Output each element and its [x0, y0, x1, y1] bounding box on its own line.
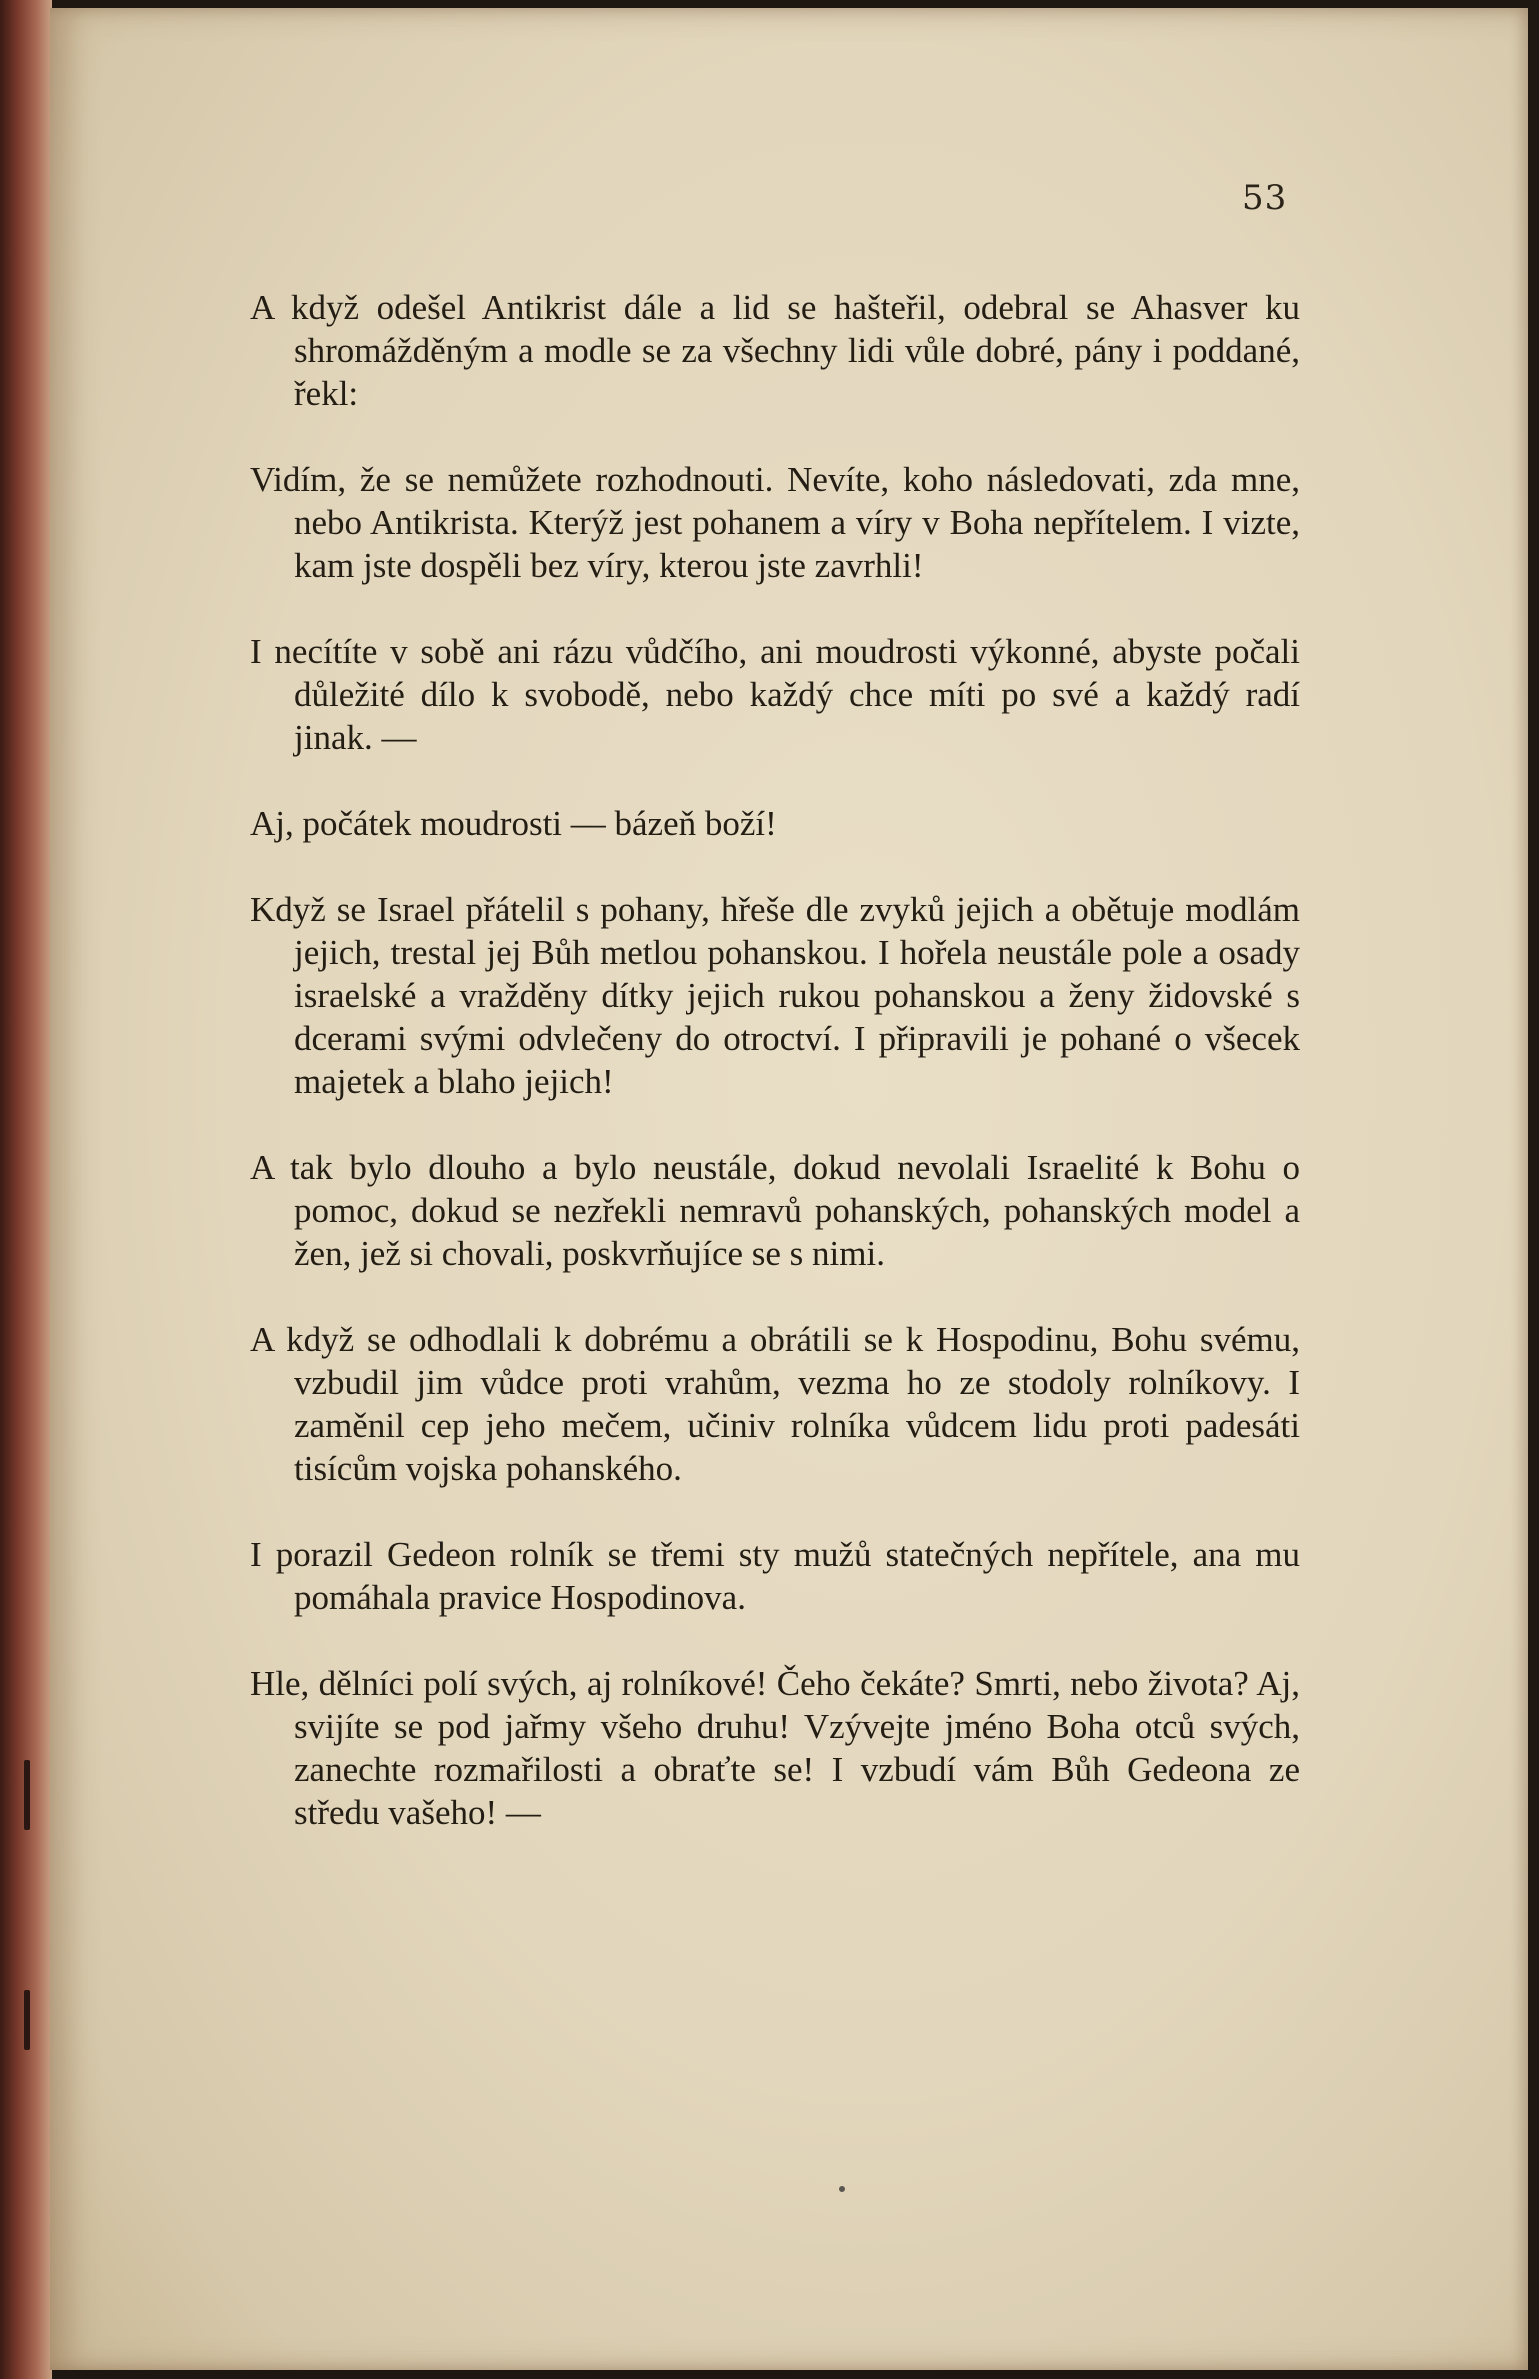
paragraph: Hle, dělníci polí svých, aj rolníkové! Čeho čekáte? Smrti, nebo života? Aj, svijíte se pod jařmy všeho druhu! Vzývejte jméno Boha otců svých, zanechte rozmařilosti a obraťte se! I vzbudí vám Bůh Gedeona ze středu vašeho! —	[250, 1664, 1300, 1832]
paragraph: Když se Israel přátelil s pohany, hřeše dle zvyků jejich a obětuje modlám jejich, trestal jej Bůh metlou pohanskou. I hořela neustále pole a osady israelské a vražděny dítky jejich rukou pohanskou a ženy židovské s dcerami svými odvlečeny do otroctví. I připravili je pohané o všecek majetek a blaho jejich!	[250, 890, 1300, 1101]
paragraph: A když se odhodlali k dobrému a obrátili se k Hospodinu, Bohu svému, vzbudil jim vůdce proti vrahům, vezma ho ze stodoly rolníkovy. I zaměnil cep jeho mečem, učiniv rolníka vůdcem lidu proti padesáti tisícům vojska pohanského.	[250, 1320, 1300, 1488]
margin-mark	[24, 1990, 30, 2050]
book-page	[50, 8, 1528, 2370]
paragraph: Aj, počátek moudrosti — bázeň boží!	[250, 804, 777, 843]
page-number: 53	[1242, 178, 1288, 218]
margin-mark	[24, 1760, 30, 1830]
page-speck	[839, 2186, 845, 2192]
paragraph: I necítíte v sobě ani rázu vůdčího, ani moudrosti výkonné, abyste počali důležité dílo k svobodě, nebo každý chce míti po své a každý radí jinak. —	[250, 632, 1300, 757]
paragraph: A tak bylo dlouho a bylo neustále, dokud nevolali Israelité k Bohu o pomoc, dokud se nezřekli nemravů pohanských, pohanských model a žen, jež si chovali, poskvrňujíce se s nimi.	[250, 1148, 1300, 1273]
paragraph: Vidím, že se nemůžete rozhodnouti. Nevíte, koho následovati, zda mne, nebo Antikrista. Kterýž jest pohanem a víry v Boha nepřítelem. I vizte, kam jste dospěli bez víry, kterou jste zavrhli!	[250, 460, 1300, 585]
paragraph: A když odešel Antikrist dále a lid se hašteřil, odebral se Ahasver ku shromážděným a modle se za všechny lidi vůle dobré, pány i poddané, řekl:	[250, 288, 1300, 413]
paragraph: I porazil Gedeon rolník se třemi sty mužů statečných nepřítele, ana mu pomáhala pravice Hospodinova.	[250, 1535, 1300, 1617]
page-text	[250, 286, 1300, 1834]
